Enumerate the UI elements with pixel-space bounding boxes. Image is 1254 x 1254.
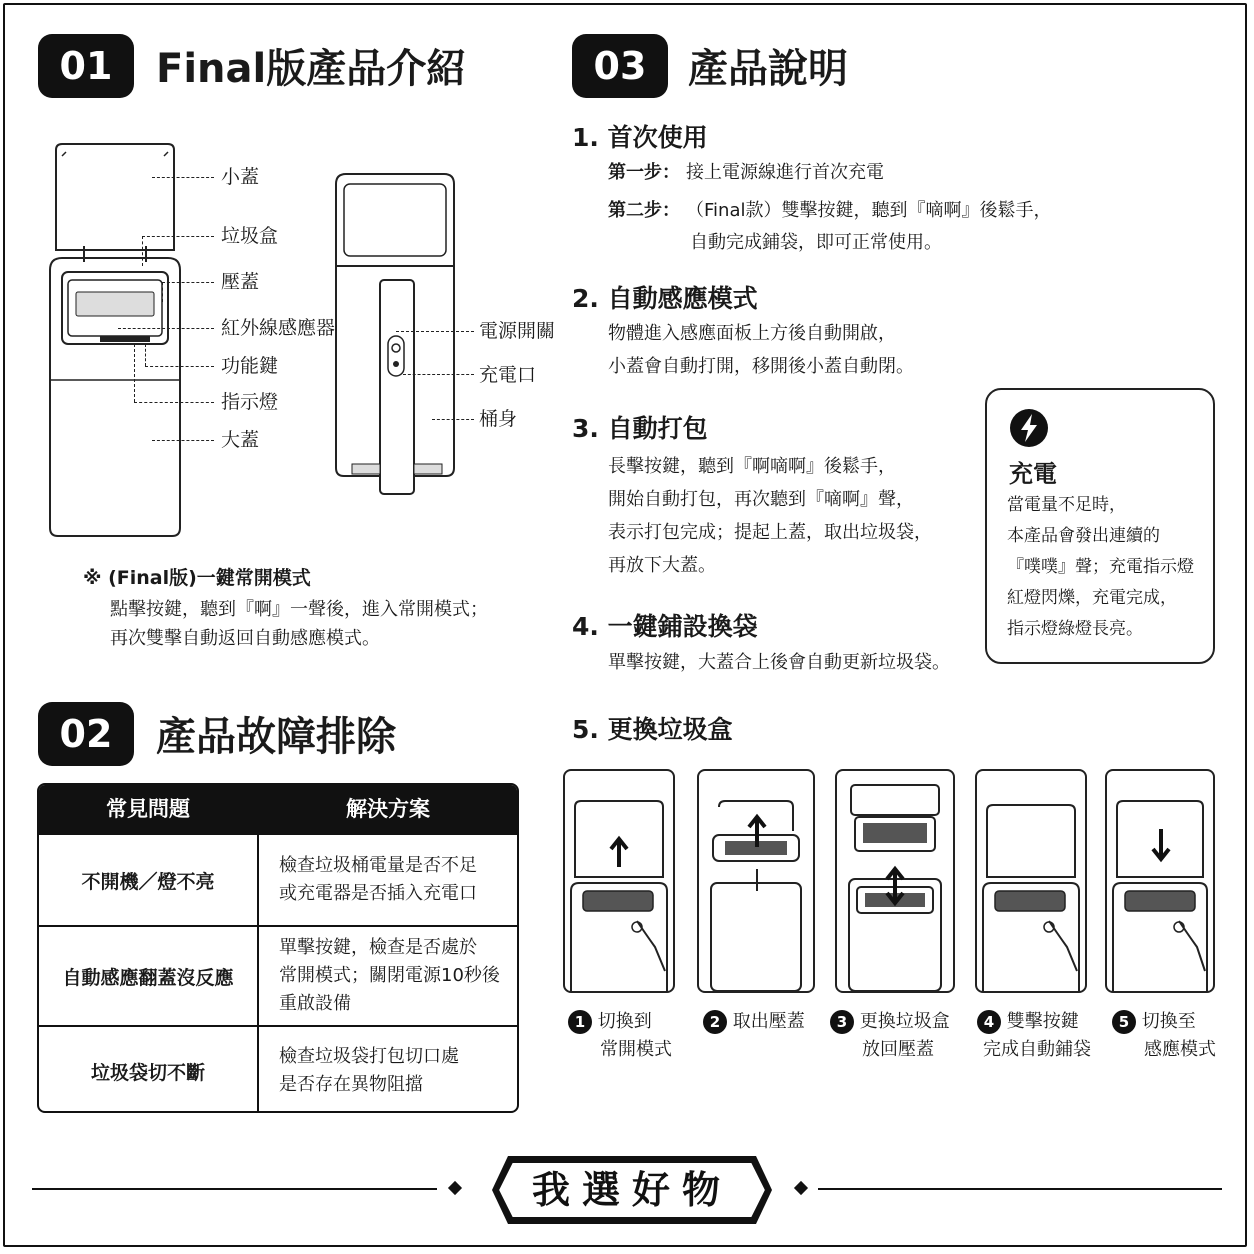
leader-line: [142, 236, 214, 237]
column-header: 解決方案: [346, 797, 430, 821]
section-3-number: 03: [572, 34, 668, 98]
troubleshooting-table: [37, 783, 519, 1113]
charging-text: 當電量不足時， 本產品會發出連續的 『噗噗』聲；充電指示燈 紅燈閃爍，充電完成， 指示燈綠燈長亮。: [1007, 495, 1194, 639]
step-2-illustration: [699, 771, 813, 991]
brand-badge: [490, 1154, 774, 1226]
mode-note-line: 點擊按鍵，聽到『啊』一聲後，進入常開模式；: [110, 599, 488, 620]
step-text: （Final款）雙擊按鍵，聽到『嘀啊』後鬆手，: [686, 200, 1052, 221]
problem-cell: 垃圾袋切不斷: [90, 1061, 205, 1084]
part-label: 大蓋: [221, 429, 260, 451]
bin-back-illustration: [330, 170, 460, 500]
step-panel-5: [1105, 769, 1215, 993]
problem-cell: 自動感應翻蓋沒反應: [62, 966, 234, 989]
part-label: 充電口: [479, 364, 537, 386]
part-label: 桶身: [479, 408, 518, 430]
step-caption-3: 3 更換垃圾盒 放回壓蓋: [830, 1008, 950, 1064]
step-panel-3: [835, 769, 955, 993]
body-text: 物體進入感應面板上方後自動開啟，: [608, 323, 896, 344]
body-text: 再放下大蓋。: [608, 555, 716, 576]
step-label: 第一步：: [608, 162, 680, 183]
bin-front-illustration: [40, 140, 200, 540]
table-row: [39, 1025, 517, 1113]
mode-note-line: 再次雙擊自動返回自動感應模式。: [110, 628, 380, 649]
leader-line: [403, 374, 474, 375]
step-panel-1: [563, 769, 675, 993]
solution-cell: 檢查垃圾桶電量是否不足 或充電器是否插入充電口: [279, 855, 477, 904]
part-label: 壓蓋: [221, 271, 260, 293]
mode-note-title: ※ (Final版)一鍵常開模式: [83, 567, 311, 589]
leader-line: [118, 328, 214, 329]
section-2-number: 02: [38, 702, 134, 766]
body-text: 長擊按鍵，聽到『啊嘀啊』後鬆手，: [608, 456, 896, 477]
footer-divider: [818, 1188, 1222, 1190]
step-3-illustration: [837, 771, 953, 991]
subsection-title: 4. 一鍵鋪設換袋: [572, 612, 758, 641]
body-text: 單擊按鍵，大蓋合上後會自動更新垃圾袋。: [608, 652, 950, 673]
step-caption-2: 2 取出壓蓋: [703, 1008, 805, 1036]
step-text: 接上電源線進行首次充電: [686, 162, 884, 183]
leader-line: [396, 331, 474, 332]
subsection-title: 3. 自動打包: [572, 414, 708, 443]
leader-line: [162, 282, 163, 302]
subsection-title: 1. 首次使用: [572, 123, 708, 152]
section-2-title: 產品故障排除: [156, 714, 396, 760]
leader-line: [152, 440, 214, 441]
solution-cell: 單擊按鍵，檢查是否處於 常開模式；關閉電源10秒後 重啟設備: [279, 937, 500, 1014]
column-header: 常見問題: [106, 797, 190, 821]
step-1-illustration: [565, 771, 673, 991]
brand-name: 我選好物: [531, 1168, 732, 1212]
leader-line: [142, 236, 143, 266]
part-label: 指示燈: [221, 391, 279, 413]
leader-line: [145, 366, 214, 367]
step-text: 自動完成鋪袋，即可正常使用。: [690, 232, 942, 253]
leader-line: [152, 177, 214, 178]
leader-line: [162, 282, 214, 283]
solution-cell: 檢查垃圾袋打包切口處 是否存在異物阻擋: [279, 1046, 459, 1095]
charging-info-box: [985, 388, 1215, 664]
body-text: 表示打包完成；提起上蓋，取出垃圾袋，: [608, 522, 932, 543]
leader-line: [145, 344, 146, 366]
part-label: 功能鍵: [221, 355, 279, 377]
step-caption-4: 4 雙擊按鍵 完成自動鋪袋: [977, 1008, 1091, 1064]
leader-line: [432, 419, 474, 420]
section-3-title: 產品說明: [688, 46, 848, 92]
part-label: 紅外線感應器: [221, 317, 336, 339]
problem-cell: 不開機／燈不亮: [81, 870, 215, 893]
body-text: 小蓋會自動打開，移開後小蓋自動閉。: [608, 356, 914, 377]
subsection-title: 5. 更換垃圾盒: [572, 715, 733, 744]
step-4-illustration: [977, 771, 1085, 991]
step-panel-2: [697, 769, 815, 993]
part-label: 小蓋: [221, 166, 260, 188]
footer-divider: [32, 1188, 437, 1190]
lightning-icon: [1009, 408, 1049, 448]
step-label: 第二步：: [608, 200, 680, 221]
part-label: 電源開關: [479, 320, 556, 342]
step-caption-1: 1 切換到 常開模式: [568, 1008, 672, 1064]
table-row: [39, 925, 517, 1025]
subsection-title: 2. 自動感應模式: [572, 284, 758, 313]
table-row: [39, 833, 517, 925]
section-1-title: Final版產品介紹: [156, 46, 467, 92]
section-1-number: 01: [38, 34, 134, 98]
leader-line: [134, 344, 135, 402]
charging-title: 充電: [1009, 460, 1057, 488]
step-panel-4: [975, 769, 1087, 993]
body-text: 開始自動打包，再次聽到『嘀啊』聲，: [608, 489, 914, 510]
step-5-illustration: [1107, 771, 1213, 991]
table-header: [39, 785, 517, 833]
step-caption-5: 5 切換至 感應模式: [1112, 1008, 1216, 1064]
part-label: 垃圾盒: [221, 225, 279, 247]
leader-line: [134, 402, 214, 403]
